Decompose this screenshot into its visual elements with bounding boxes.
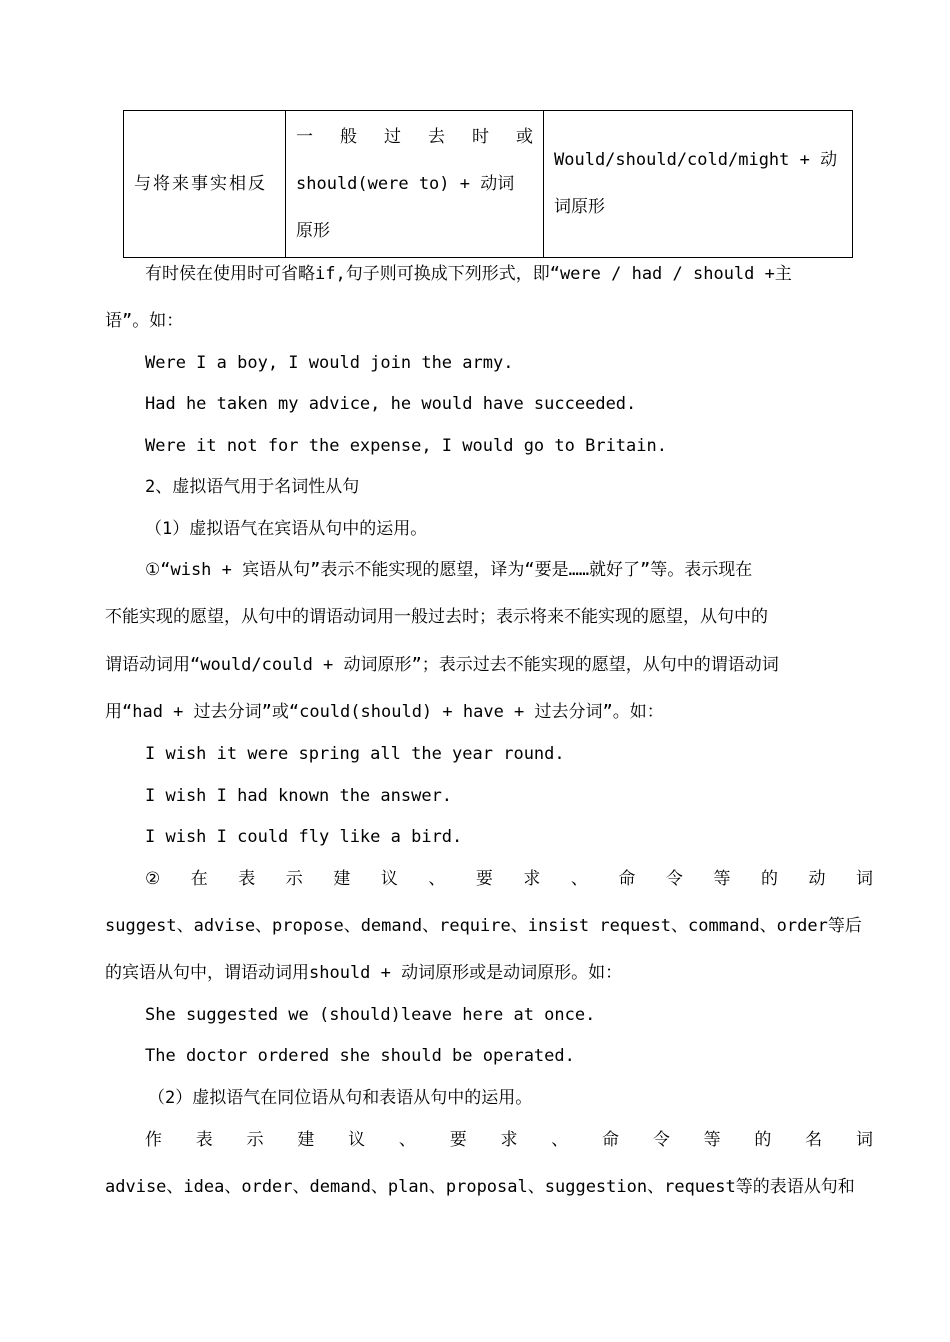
example-sentence: I wish I had known the answer.: [145, 786, 453, 806]
spread-char: 建: [297, 1130, 315, 1150]
spread-char: 表: [195, 1130, 213, 1150]
result-text: Would/should/cold/might + 动词原形: [554, 150, 838, 217]
spread-char: 议: [348, 1130, 366, 1150]
example-sentence: The doctor ordered she should be operated.: [145, 1046, 575, 1066]
condition-line-3: 原形: [296, 220, 330, 241]
spread-char: 、: [398, 1130, 416, 1150]
condition-char: 或: [516, 126, 533, 147]
condition-char: 般: [340, 126, 357, 147]
omit-if-line-1: 有时侯在使用时可省略if,句子则可换成下列形式，即“were / had / should +主: [145, 264, 792, 284]
condition-char: 去: [428, 126, 445, 147]
spread-char: 的: [754, 1130, 772, 1150]
wish-rule-line-1: ①“wish + 宾语从句”表示不能实现的愿望，译为“要是……就好了”等。表示现在: [145, 560, 753, 580]
example-sentence: Had he taken my advice, he would have succeeded.: [145, 394, 637, 414]
condition-char: 过: [384, 126, 401, 147]
spread-char: 等: [703, 1130, 721, 1150]
spread-char: 作: [145, 1130, 162, 1150]
spread-char: 词: [855, 869, 873, 889]
spread-char: 求: [500, 1130, 518, 1150]
spread-char: 在: [190, 869, 208, 889]
spread-char: 表: [238, 869, 256, 889]
suggest-rule-line-1: [145, 867, 873, 891]
wish-rule-line-4: 用“had + 过去分词”或“could(should) + have + 过去分词”。如：: [105, 702, 664, 722]
example-sentence: Were I a boy, I would join the army.: [145, 353, 514, 373]
spread-char: ②: [145, 869, 161, 889]
spread-char: 要: [449, 1130, 467, 1150]
suggest-rule-line-3: 的宾语从句中，谓语动词用should + 动词原形或是动词原形。如：: [105, 963, 623, 983]
wish-rule-line-3: 谓语动词用“would/could + 动词原形”；表示过去不能实现的愿望，从句中的谓语动词: [105, 655, 779, 675]
condition-line-1: [296, 114, 533, 161]
spread-char: 求: [523, 869, 541, 889]
spread-char: 、: [428, 869, 446, 889]
condition-cell: [286, 111, 544, 258]
spread-char: 的: [760, 869, 778, 889]
spread-char: 词: [855, 1130, 873, 1150]
condition-char: 一: [296, 126, 313, 147]
subsection-heading: （1）虚拟语气在宾语从句中的运用。: [145, 519, 428, 539]
spread-char: 示: [246, 1130, 264, 1150]
row-label: 与将来事实相反: [134, 173, 267, 194]
spread-char: 示: [285, 869, 303, 889]
noun-rule-line-1: [145, 1128, 873, 1152]
example-sentence: She suggested we (should)leave here at once.: [145, 1005, 596, 1025]
condition-line-2: should(were to) + 动词: [296, 173, 515, 194]
spread-char: 名: [805, 1130, 823, 1150]
suggest-rule-line-2: suggest、advise、propose、demand、require、insist request、command、order等后: [105, 916, 862, 936]
spread-char: 建: [333, 869, 351, 889]
table-row: [124, 111, 853, 258]
spread-char: 令: [652, 1130, 670, 1150]
example-sentence: I wish it were spring all the year round.: [145, 744, 565, 764]
noun-rule-line-2: advise、idea、order、demand、plan、proposal、suggestion、request等的表语从句和: [105, 1177, 855, 1197]
spread-char: 、: [570, 869, 588, 889]
subjunctive-table: [123, 110, 853, 258]
spread-char: 动: [808, 869, 826, 889]
example-sentence: Were it not for the expense, I would go to Britain.: [145, 436, 667, 456]
section-heading: 2、虚拟语气用于名词性从句: [145, 477, 360, 497]
row-label-cell: [124, 111, 286, 258]
spread-char: 命: [602, 1130, 620, 1150]
omit-if-line-2: 语”。如：: [105, 311, 184, 331]
spread-char: 等: [713, 869, 731, 889]
spread-char: 要: [475, 869, 493, 889]
spread-char: 令: [665, 869, 683, 889]
subsection-heading: （2）虚拟语气在同位语从句和表语从句中的运用。: [148, 1088, 533, 1108]
wish-rule-line-2: 不能实现的愿望，从句中的谓语动词用一般过去时；表示将来不能实现的愿望，从句中的: [105, 607, 768, 627]
spread-char: 命: [618, 869, 636, 889]
result-cell: [544, 111, 853, 258]
spread-char: 议: [380, 869, 398, 889]
spread-char: 、: [551, 1130, 569, 1150]
condition-char: 时: [472, 126, 489, 147]
example-sentence: I wish I could fly like a bird.: [145, 827, 463, 847]
